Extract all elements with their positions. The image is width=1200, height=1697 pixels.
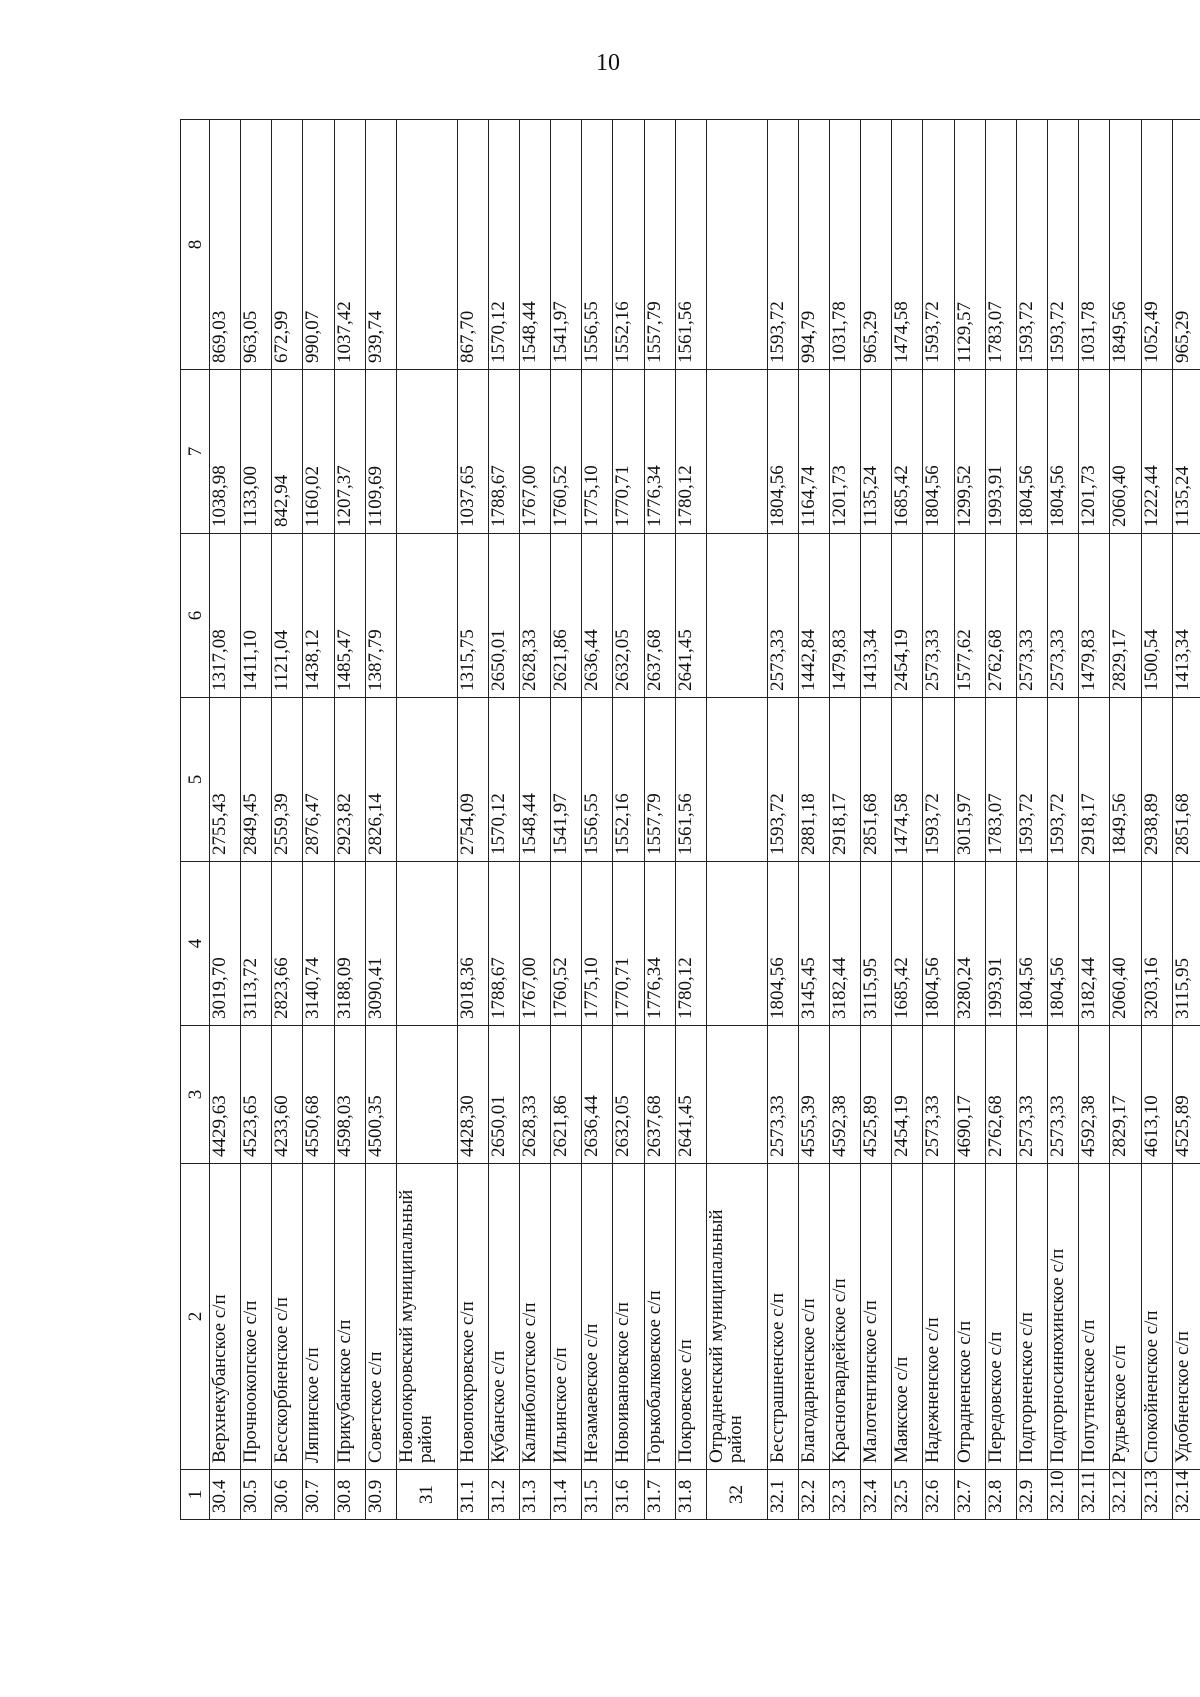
value-cell: 3182,44 xyxy=(830,862,861,1026)
value-cell xyxy=(706,698,767,862)
row-number: 31.4 xyxy=(551,1470,582,1520)
settlement-name: Калниболотское с/п xyxy=(520,1164,551,1470)
value-cell: 2849,45 xyxy=(241,698,272,862)
value-cell: 1593,72 xyxy=(923,698,954,862)
value-cell: 3115,95 xyxy=(861,862,892,1026)
header-cell: 6 xyxy=(181,534,210,698)
value-cell: 2876,47 xyxy=(303,698,334,862)
page-number: 10 xyxy=(596,50,620,76)
settlement-name: Прикубанское с/п xyxy=(334,1164,365,1470)
value-cell: 1593,72 xyxy=(1016,120,1047,370)
value-cell: 1561,56 xyxy=(675,120,706,370)
value-cell: 2637,68 xyxy=(644,534,675,698)
value-cell: 1037,65 xyxy=(457,370,488,534)
value-cell: 2755,43 xyxy=(210,698,241,862)
value-cell: 1038,98 xyxy=(210,370,241,534)
value-cell: 2559,39 xyxy=(272,698,303,862)
value-cell xyxy=(396,1026,457,1164)
row-number: 32.14 xyxy=(1172,1470,1200,1520)
value-cell: 3019,70 xyxy=(210,862,241,1026)
row-number: 30.4 xyxy=(210,1470,241,1520)
table-row xyxy=(830,120,861,1520)
value-cell: 1804,56 xyxy=(1016,862,1047,1026)
value-cell: 1413,34 xyxy=(861,534,892,698)
rotated-sheet xyxy=(180,120,1200,1520)
value-cell: 1135,24 xyxy=(861,370,892,534)
table-header xyxy=(181,120,210,1520)
settlement-name: Спокойненское с/п xyxy=(1141,1164,1172,1470)
value-cell: 1783,07 xyxy=(985,120,1016,370)
value-cell: 4525,89 xyxy=(1172,1026,1200,1164)
value-cell: 2881,18 xyxy=(798,698,829,862)
value-cell: 1299,52 xyxy=(954,370,985,534)
row-number: 30.7 xyxy=(303,1470,334,1520)
value-cell: 1767,00 xyxy=(520,862,551,1026)
value-cell: 869,03 xyxy=(210,120,241,370)
value-cell: 4429,63 xyxy=(210,1026,241,1164)
value-cell: 1411,10 xyxy=(241,534,272,698)
settlement-name: Прочноокопское с/п xyxy=(241,1164,272,1470)
value-cell: 2573,33 xyxy=(923,1026,954,1164)
settlement-name: Подгорносинюхинское с/п xyxy=(1048,1164,1079,1470)
header-cell: 8 xyxy=(181,120,210,370)
value-cell: 1164,74 xyxy=(798,370,829,534)
settlement-name: Покровское с/п xyxy=(675,1164,706,1470)
value-cell: 1485,47 xyxy=(334,534,365,698)
table-row xyxy=(861,120,892,1520)
value-cell: 2573,33 xyxy=(1048,1026,1079,1164)
settlement-name: Красногвардейское с/п xyxy=(830,1164,861,1470)
value-cell: 1474,58 xyxy=(892,120,923,370)
value-cell: 2636,44 xyxy=(582,534,613,698)
value-cell: 1222,44 xyxy=(1141,370,1172,534)
value-cell: 1413,34 xyxy=(1172,534,1200,698)
value-cell: 1052,49 xyxy=(1141,120,1172,370)
table-row xyxy=(923,120,954,1520)
value-cell: 2454,19 xyxy=(892,534,923,698)
settlement-name: Благодарненское с/п xyxy=(798,1164,829,1470)
settlement-name: Подгорненское с/п xyxy=(1016,1164,1047,1470)
tariff-table xyxy=(180,119,1200,1520)
value-cell: 1541,97 xyxy=(551,120,582,370)
value-cell: 1788,67 xyxy=(488,370,519,534)
value-cell: 1804,56 xyxy=(1016,370,1047,534)
value-cell: 2060,40 xyxy=(1110,862,1141,1026)
value-cell: 1593,72 xyxy=(923,120,954,370)
value-cell: 4500,35 xyxy=(365,1026,396,1164)
value-cell: 4525,89 xyxy=(861,1026,892,1164)
value-cell: 1776,34 xyxy=(644,862,675,1026)
value-cell: 1570,12 xyxy=(488,698,519,862)
value-cell: 1770,71 xyxy=(613,862,644,1026)
value-cell: 4592,38 xyxy=(1079,1026,1110,1164)
value-cell xyxy=(396,534,457,698)
value-cell: 1548,44 xyxy=(520,698,551,862)
value-cell: 1849,56 xyxy=(1110,698,1141,862)
settlement-name: Новопокровское с/п xyxy=(457,1164,488,1470)
district-name: Отрадненский муниципальный район xyxy=(706,1164,767,1470)
value-cell: 1776,34 xyxy=(644,370,675,534)
value-cell: 1804,56 xyxy=(1048,862,1079,1026)
row-number: 30.5 xyxy=(241,1470,272,1520)
settlement-name: Бесстрашненское с/п xyxy=(767,1164,798,1470)
table-row xyxy=(1110,120,1141,1520)
value-cell: 842,94 xyxy=(272,370,303,534)
header-cell: 2 xyxy=(181,1164,210,1470)
row-number: 31.1 xyxy=(457,1470,488,1520)
value-cell: 2851,68 xyxy=(861,698,892,862)
value-cell: 1387,79 xyxy=(365,534,396,698)
row-number: 31.8 xyxy=(675,1470,706,1520)
table-row xyxy=(767,120,798,1520)
value-cell: 2632,05 xyxy=(613,534,644,698)
table-row xyxy=(675,120,706,1520)
value-cell: 1760,52 xyxy=(551,862,582,1026)
settlement-name: Маякское с/п xyxy=(892,1164,923,1470)
row-number: 32.2 xyxy=(798,1470,829,1520)
settlement-name: Надежненское с/п xyxy=(923,1164,954,1470)
value-cell: 990,07 xyxy=(303,120,334,370)
settlement-name: Отрадненское с/п xyxy=(954,1164,985,1470)
value-cell: 1552,16 xyxy=(613,120,644,370)
value-cell: 1593,72 xyxy=(1016,698,1047,862)
table-row xyxy=(613,120,644,1520)
value-cell: 3090,41 xyxy=(365,862,396,1026)
value-cell: 1552,16 xyxy=(613,698,644,862)
row-number: 32.5 xyxy=(892,1470,923,1520)
value-cell: 1121,04 xyxy=(272,534,303,698)
value-cell xyxy=(706,120,767,370)
row-number: 31.3 xyxy=(520,1470,551,1520)
value-cell: 1804,56 xyxy=(1048,370,1079,534)
value-cell: 1767,00 xyxy=(520,370,551,534)
value-cell: 1548,44 xyxy=(520,120,551,370)
value-cell: 965,29 xyxy=(861,120,892,370)
value-cell: 867,70 xyxy=(457,120,488,370)
settlement-name: Новоивановское с/п xyxy=(613,1164,644,1470)
table-row xyxy=(892,120,923,1520)
table-row xyxy=(644,120,675,1520)
value-cell: 965,29 xyxy=(1172,120,1200,370)
value-cell: 2621,86 xyxy=(551,534,582,698)
value-cell: 3113,72 xyxy=(241,862,272,1026)
value-cell: 1593,72 xyxy=(1048,120,1079,370)
value-cell: 2650,01 xyxy=(488,1026,519,1164)
row-number: 31.7 xyxy=(644,1470,675,1520)
row-number: 31 xyxy=(396,1470,457,1520)
value-cell: 3188,09 xyxy=(334,862,365,1026)
value-cell xyxy=(396,698,457,862)
value-cell: 1804,56 xyxy=(923,862,954,1026)
value-cell: 2060,40 xyxy=(1110,370,1141,534)
value-cell: 1557,79 xyxy=(644,698,675,862)
settlement-name: Горькобалковское с/п xyxy=(644,1164,675,1470)
table-row xyxy=(488,120,519,1520)
table-row xyxy=(985,120,1016,1520)
settlement-name: Советское с/п xyxy=(365,1164,396,1470)
value-cell: 2754,09 xyxy=(457,698,488,862)
header-row xyxy=(181,120,210,1520)
value-cell: 1993,91 xyxy=(985,862,1016,1026)
row-number: 32.13 xyxy=(1141,1470,1172,1520)
district-name: Новопокровский муниципальный район xyxy=(396,1164,457,1470)
row-number: 30.6 xyxy=(272,1470,303,1520)
table-row xyxy=(334,120,365,1520)
value-cell: 672,99 xyxy=(272,120,303,370)
value-cell: 2632,05 xyxy=(613,1026,644,1164)
value-cell: 2829,17 xyxy=(1110,534,1141,698)
value-cell: 2918,17 xyxy=(830,698,861,862)
value-cell: 1770,71 xyxy=(613,370,644,534)
value-cell: 3145,45 xyxy=(798,862,829,1026)
row-number: 32.6 xyxy=(923,1470,954,1520)
row-number: 32.11 xyxy=(1079,1470,1110,1520)
settlement-name: Ильинское с/п xyxy=(551,1164,582,1470)
table-row xyxy=(241,120,272,1520)
value-cell: 2573,33 xyxy=(1016,1026,1047,1164)
value-cell: 2923,82 xyxy=(334,698,365,862)
value-cell: 1438,12 xyxy=(303,534,334,698)
value-cell: 2851,68 xyxy=(1172,698,1200,862)
value-cell: 4690,17 xyxy=(954,1026,985,1164)
header-cell: 4 xyxy=(181,862,210,1026)
value-cell: 1788,67 xyxy=(488,862,519,1026)
header-cell: 7 xyxy=(181,370,210,534)
row-number: 32.10 xyxy=(1048,1470,1079,1520)
value-cell: 2641,45 xyxy=(675,534,706,698)
table-row xyxy=(1016,120,1047,1520)
table-row xyxy=(272,120,303,1520)
value-cell: 2826,14 xyxy=(365,698,396,862)
value-cell: 2650,01 xyxy=(488,534,519,698)
section-row xyxy=(706,120,767,1520)
value-cell: 4592,38 xyxy=(830,1026,861,1164)
value-cell: 1201,73 xyxy=(1079,370,1110,534)
settlement-name: Ляпинское с/п xyxy=(303,1164,334,1470)
table-row xyxy=(1141,120,1172,1520)
value-cell: 4233,60 xyxy=(272,1026,303,1164)
value-cell: 1760,52 xyxy=(551,370,582,534)
value-cell: 2628,33 xyxy=(520,534,551,698)
value-cell: 1479,83 xyxy=(830,534,861,698)
value-cell: 1577,62 xyxy=(954,534,985,698)
value-cell: 4613,10 xyxy=(1141,1026,1172,1164)
table-row xyxy=(365,120,396,1520)
value-cell: 2637,68 xyxy=(644,1026,675,1164)
value-cell: 1479,83 xyxy=(1079,534,1110,698)
value-cell: 2454,19 xyxy=(892,1026,923,1164)
settlement-name: Верхнекубанское с/п xyxy=(210,1164,241,1470)
value-cell: 4428,30 xyxy=(457,1026,488,1164)
table-row xyxy=(1079,120,1110,1520)
settlement-name: Незамаевское с/п xyxy=(582,1164,613,1470)
value-cell: 1317,08 xyxy=(210,534,241,698)
header-cell: 3 xyxy=(181,1026,210,1164)
value-cell: 2636,44 xyxy=(582,1026,613,1164)
value-cell: 1129,57 xyxy=(954,120,985,370)
value-cell: 2573,33 xyxy=(923,534,954,698)
value-cell: 1031,78 xyxy=(830,120,861,370)
value-cell: 2918,17 xyxy=(1079,698,1110,862)
row-number: 32.12 xyxy=(1110,1470,1141,1520)
value-cell: 4523,65 xyxy=(241,1026,272,1164)
row-number: 32.8 xyxy=(985,1470,1016,1520)
value-cell: 1133,00 xyxy=(241,370,272,534)
row-number: 31.2 xyxy=(488,1470,519,1520)
value-cell: 1561,56 xyxy=(675,698,706,862)
value-cell: 1500,54 xyxy=(1141,534,1172,698)
row-number: 32.7 xyxy=(954,1470,985,1520)
value-cell: 2573,33 xyxy=(767,534,798,698)
value-cell: 4555,39 xyxy=(798,1026,829,1164)
value-cell: 2762,68 xyxy=(985,1026,1016,1164)
value-cell: 4598,03 xyxy=(334,1026,365,1164)
value-cell: 3280,24 xyxy=(954,862,985,1026)
table-row xyxy=(303,120,334,1520)
value-cell: 1031,78 xyxy=(1079,120,1110,370)
table-row xyxy=(798,120,829,1520)
value-cell: 1804,56 xyxy=(767,370,798,534)
value-cell: 2628,33 xyxy=(520,1026,551,1164)
value-cell: 3018,36 xyxy=(457,862,488,1026)
settlement-name: Бесскорбненское с/п xyxy=(272,1164,303,1470)
value-cell: 1993,91 xyxy=(985,370,1016,534)
value-cell: 4550,68 xyxy=(303,1026,334,1164)
settlement-name: Кубанское с/п xyxy=(488,1164,519,1470)
value-cell: 3182,44 xyxy=(1079,862,1110,1026)
value-cell: 1804,56 xyxy=(767,862,798,1026)
value-cell: 2762,68 xyxy=(985,534,1016,698)
value-cell: 1160,02 xyxy=(303,370,334,534)
value-cell: 1849,56 xyxy=(1110,120,1141,370)
row-number: 32.9 xyxy=(1016,1470,1047,1520)
value-cell: 1593,72 xyxy=(767,120,798,370)
value-cell xyxy=(706,862,767,1026)
value-cell: 1557,79 xyxy=(644,120,675,370)
value-cell: 1109,69 xyxy=(365,370,396,534)
row-number: 30.9 xyxy=(365,1470,396,1520)
row-number: 30.8 xyxy=(334,1470,365,1520)
table-row xyxy=(1172,120,1200,1520)
value-cell: 2573,33 xyxy=(1016,534,1047,698)
value-cell: 1593,72 xyxy=(767,698,798,862)
header-cell: 5 xyxy=(181,698,210,862)
value-cell: 1783,07 xyxy=(985,698,1016,862)
value-cell: 3203,16 xyxy=(1141,862,1172,1026)
value-cell: 1685,42 xyxy=(892,862,923,1026)
value-cell: 1135,24 xyxy=(1172,370,1200,534)
value-cell: 2573,33 xyxy=(1048,534,1079,698)
row-number: 32.4 xyxy=(861,1470,892,1520)
value-cell: 2573,33 xyxy=(767,1026,798,1164)
value-cell: 1593,72 xyxy=(1048,698,1079,862)
value-cell xyxy=(706,370,767,534)
value-cell: 1556,55 xyxy=(582,120,613,370)
value-cell: 1780,12 xyxy=(675,370,706,534)
table-row xyxy=(582,120,613,1520)
value-cell: 1804,56 xyxy=(923,370,954,534)
table-row xyxy=(551,120,582,1520)
settlement-name: Рудьевское с/п xyxy=(1110,1164,1141,1470)
value-cell xyxy=(706,1026,767,1164)
value-cell: 1541,97 xyxy=(551,698,582,862)
value-cell: 1315,75 xyxy=(457,534,488,698)
value-cell: 1570,12 xyxy=(488,120,519,370)
value-cell: 1556,55 xyxy=(582,698,613,862)
value-cell: 2641,45 xyxy=(675,1026,706,1164)
row-number: 31.5 xyxy=(582,1470,613,1520)
value-cell: 1775,10 xyxy=(582,370,613,534)
value-cell xyxy=(396,370,457,534)
table-row xyxy=(1048,120,1079,1520)
value-cell: 1201,73 xyxy=(830,370,861,534)
value-cell xyxy=(706,534,767,698)
value-cell: 1685,42 xyxy=(892,370,923,534)
table-row xyxy=(210,120,241,1520)
header-cell: 1 xyxy=(181,1470,210,1520)
value-cell: 3140,74 xyxy=(303,862,334,1026)
table-row xyxy=(954,120,985,1520)
row-number: 31.6 xyxy=(613,1470,644,1520)
value-cell: 3115,95 xyxy=(1172,862,1200,1026)
value-cell: 1442,84 xyxy=(798,534,829,698)
row-number: 32.3 xyxy=(830,1470,861,1520)
row-number: 32 xyxy=(706,1470,767,1520)
value-cell: 939,74 xyxy=(365,120,396,370)
value-cell: 2938,89 xyxy=(1141,698,1172,862)
section-row xyxy=(396,120,457,1520)
settlement-name: Передовское с/п xyxy=(985,1164,1016,1470)
settlement-name: Малотенгинское с/п xyxy=(861,1164,892,1470)
settlement-name: Удобненское с/п xyxy=(1172,1164,1200,1470)
value-cell: 1207,37 xyxy=(334,370,365,534)
value-cell: 2823,66 xyxy=(272,862,303,1026)
value-cell: 994,79 xyxy=(798,120,829,370)
value-cell: 1037,42 xyxy=(334,120,365,370)
value-cell: 1775,10 xyxy=(582,862,613,1026)
value-cell: 1474,58 xyxy=(892,698,923,862)
row-number: 32.1 xyxy=(767,1470,798,1520)
value-cell: 3015,97 xyxy=(954,698,985,862)
value-cell xyxy=(396,120,457,370)
value-cell: 963,05 xyxy=(241,120,272,370)
settlement-name: Попутненское с/п xyxy=(1079,1164,1110,1470)
table-row xyxy=(457,120,488,1520)
value-cell: 2829,17 xyxy=(1110,1026,1141,1164)
value-cell: 1780,12 xyxy=(675,862,706,1026)
table-body xyxy=(210,120,1200,1520)
value-cell: 2621,86 xyxy=(551,1026,582,1164)
table-container xyxy=(180,120,1200,1520)
value-cell xyxy=(396,862,457,1026)
table-row xyxy=(520,120,551,1520)
